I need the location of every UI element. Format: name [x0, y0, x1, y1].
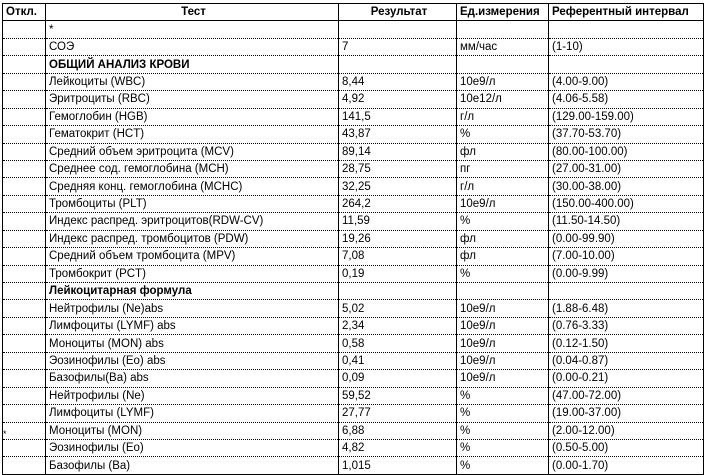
unit-cell: 10е9/л	[457, 317, 549, 334]
deviation-cell	[3, 248, 46, 265]
result-cell: 8,44	[339, 73, 457, 90]
deviation-cell	[3, 283, 46, 300]
table-row	[3, 405, 704, 422]
reference-cell	[549, 21, 704, 38]
deviation-cell	[3, 143, 46, 160]
deviation-cell	[3, 422, 46, 439]
test-name-cell: Моноциты (MON) abs	[46, 335, 339, 352]
test-name-cell: Лимфоциты (LYMF) abs	[46, 317, 339, 334]
table-row	[3, 335, 704, 352]
reference-cell: (0.50-5.00)	[549, 439, 704, 456]
deviation-cell	[3, 178, 46, 195]
header-deviation: Откл.	[3, 4, 46, 21]
header-test: Тест	[46, 4, 339, 21]
unit-cell: 10е9/л	[457, 73, 549, 90]
table-row	[3, 439, 704, 456]
section-title: Лейкоцитарная формула	[46, 283, 339, 300]
table-row	[3, 213, 704, 230]
result-cell: 2,34	[339, 317, 457, 334]
reference-cell	[549, 56, 704, 73]
result-cell: 19,26	[339, 230, 457, 247]
test-name-cell: Базофилы (Ba)	[46, 457, 339, 474]
test-name-cell: Нейтрофилы (Ne)	[46, 387, 339, 404]
result-cell: 0,09	[339, 370, 457, 387]
table-header-row	[3, 4, 704, 21]
deviation-cell	[3, 160, 46, 177]
unit-cell: 10е9/л	[457, 335, 549, 352]
test-name-cell: Индекс распред. эритроцитов(RDW-CV)	[46, 213, 339, 230]
table-row	[3, 21, 704, 38]
reference-cell: (0.00-99.90)	[549, 230, 704, 247]
table-row	[3, 73, 704, 90]
result-cell: 7	[339, 38, 457, 55]
reference-cell: (1-10)	[549, 38, 704, 55]
test-name-cell: Средний объем тромбоцита (MPV)	[46, 248, 339, 265]
unit-cell: фл	[457, 230, 549, 247]
reference-cell: (0.76-3.33)	[549, 317, 704, 334]
result-cell: 0,58	[339, 335, 457, 352]
unit-cell: %	[457, 265, 549, 282]
reference-cell: (0.04-0.87)	[549, 352, 704, 369]
deviation-cell	[3, 387, 46, 404]
result-cell: 28,75	[339, 160, 457, 177]
reference-cell: (4.00-9.00)	[549, 73, 704, 90]
deviation-cell	[3, 230, 46, 247]
test-name-cell: Индекс распред. тромбоцитов (PDW)	[46, 230, 339, 247]
unit-cell: 10е9/л	[457, 370, 549, 387]
table-row	[3, 91, 704, 108]
result-cell: 1,015	[339, 457, 457, 474]
deviation-cell	[3, 108, 46, 125]
deviation-cell	[3, 56, 46, 73]
unit-cell: фл	[457, 143, 549, 160]
result-cell: 59,52	[339, 387, 457, 404]
deviation-cell	[3, 352, 46, 369]
section-title: ОБЩИЙ АНАЛИЗ КРОВИ	[46, 56, 339, 73]
reference-cell: (0.12-1.50)	[549, 335, 704, 352]
result-cell: 4,82	[339, 439, 457, 456]
result-cell: 11,59	[339, 213, 457, 230]
deviation-cell	[3, 335, 46, 352]
reference-cell: (19.00-37.00)	[549, 405, 704, 422]
test-name-cell: Эритроциты (RBC)	[46, 91, 339, 108]
result-cell: 0,19	[339, 265, 457, 282]
unit-cell: 10е9/л	[457, 352, 549, 369]
test-name-cell: Лейкоциты (WBC)	[46, 73, 339, 90]
result-cell	[339, 56, 457, 73]
reference-cell: (2.00-12.00)	[549, 422, 704, 439]
deviation-cell	[3, 370, 46, 387]
test-name-cell: Базофилы(Ba) abs	[46, 370, 339, 387]
deviation-cell	[3, 126, 46, 143]
header-result: Результат	[339, 4, 457, 21]
reference-cell: (1.88-6.48)	[549, 300, 704, 317]
reference-cell	[549, 283, 704, 300]
reference-cell: (37.70-53.70)	[549, 126, 704, 143]
test-name-cell: Эозинофилы (Eo)	[46, 439, 339, 456]
section-row	[3, 283, 704, 300]
unit-cell: г/л	[457, 178, 549, 195]
result-cell: 6,88	[339, 422, 457, 439]
table-row	[3, 38, 704, 55]
deviation-cell	[3, 405, 46, 422]
lab-results-table	[2, 3, 704, 475]
deviation-cell	[3, 457, 46, 474]
result-cell: 7,08	[339, 248, 457, 265]
reference-cell: (129.00-159.00)	[549, 108, 704, 125]
table-row	[3, 300, 704, 317]
result-cell: 43,87	[339, 126, 457, 143]
test-name-cell: СОЭ	[46, 38, 339, 55]
result-cell: 141,5	[339, 108, 457, 125]
reference-cell: (11.50-14.50)	[549, 213, 704, 230]
test-name-cell: Тромбоциты (PLT)	[46, 195, 339, 212]
test-name-cell: Тромбокрит (PCT)	[46, 265, 339, 282]
test-name-cell: Нейтрофилы (Ne)abs	[46, 300, 339, 317]
table-row	[3, 457, 704, 474]
section-row	[3, 56, 704, 73]
table-row	[3, 248, 704, 265]
unit-cell: %	[457, 126, 549, 143]
table-row	[3, 195, 704, 212]
unit-cell: г/л	[457, 108, 549, 125]
deviation-cell	[3, 439, 46, 456]
result-cell: 0,41	[339, 352, 457, 369]
reference-cell: (4.06-5.58)	[549, 91, 704, 108]
test-name-cell: Гемоглобин (HGB)	[46, 108, 339, 125]
test-name-cell: Эозинофилы (Eo) abs	[46, 352, 339, 369]
result-cell: 264,2	[339, 195, 457, 212]
deviation-cell	[3, 91, 46, 108]
reference-cell: (30.00-38.00)	[549, 178, 704, 195]
reference-cell: (0.00-9.99)	[549, 265, 704, 282]
test-name-cell: Средняя конц. гемоглобина (MCHC)	[46, 178, 339, 195]
table-body	[3, 21, 704, 474]
table-row	[3, 178, 704, 195]
result-cell: 89,14	[339, 143, 457, 160]
reference-cell: (80.00-100.00)	[549, 143, 704, 160]
deviation-cell	[3, 195, 46, 212]
unit-cell: %	[457, 422, 549, 439]
unit-cell: 10е9/л	[457, 195, 549, 212]
result-cell: 32,25	[339, 178, 457, 195]
table-row	[3, 352, 704, 369]
unit-cell: фл	[457, 248, 549, 265]
deviation-cell	[3, 265, 46, 282]
test-name-cell: Моноциты (MON)	[46, 422, 339, 439]
result-cell	[339, 21, 457, 38]
table-row	[3, 143, 704, 160]
unit-cell: %	[457, 439, 549, 456]
header-unit: Ед.измерения	[457, 4, 549, 21]
result-cell	[339, 283, 457, 300]
test-name-cell: Средний объем эритроцита (MCV)	[46, 143, 339, 160]
deviation-cell	[3, 38, 46, 55]
header-reference: Референтный интервал	[549, 4, 704, 21]
reference-cell: (27.00-31.00)	[549, 160, 704, 177]
unit-cell: %	[457, 457, 549, 474]
reference-cell: (150.00-400.00)	[549, 195, 704, 212]
reference-cell: (0.00-0.21)	[549, 370, 704, 387]
deviation-cell	[3, 213, 46, 230]
table-row	[3, 370, 704, 387]
test-name-cell: *	[46, 21, 339, 38]
unit-cell: 10е12/л	[457, 91, 549, 108]
unit-cell	[457, 283, 549, 300]
table-row	[3, 160, 704, 177]
test-name-cell: Лимфоциты (LYMF)	[46, 405, 339, 422]
unit-cell	[457, 21, 549, 38]
reference-cell: (0.00-1.70)	[549, 457, 704, 474]
table-row	[3, 422, 704, 439]
result-cell: 5,02	[339, 300, 457, 317]
table-row	[3, 387, 704, 404]
deviation-cell	[3, 73, 46, 90]
unit-cell: %	[457, 387, 549, 404]
table-row	[3, 317, 704, 334]
result-cell: 27,77	[339, 405, 457, 422]
deviation-cell	[3, 21, 46, 38]
table-row	[3, 108, 704, 125]
unit-cell: %	[457, 405, 549, 422]
reference-cell: (7.00-10.00)	[549, 248, 704, 265]
deviation-cell	[3, 300, 46, 317]
table-row	[3, 230, 704, 247]
reference-cell: (47.00-72.00)	[549, 387, 704, 404]
unit-cell	[457, 56, 549, 73]
unit-cell: мм/час	[457, 38, 549, 55]
table-row	[3, 265, 704, 282]
test-name-cell: Гематокрит (HCT)	[46, 126, 339, 143]
unit-cell: %	[457, 213, 549, 230]
table-row	[3, 126, 704, 143]
test-name-cell: Среднее сод. гемоглобина (MCH)	[46, 160, 339, 177]
unit-cell: 10е9/л	[457, 300, 549, 317]
unit-cell: пг	[457, 160, 549, 177]
deviation-cell	[3, 317, 46, 334]
footnote-marker: *	[3, 429, 7, 439]
result-cell: 4,92	[339, 91, 457, 108]
